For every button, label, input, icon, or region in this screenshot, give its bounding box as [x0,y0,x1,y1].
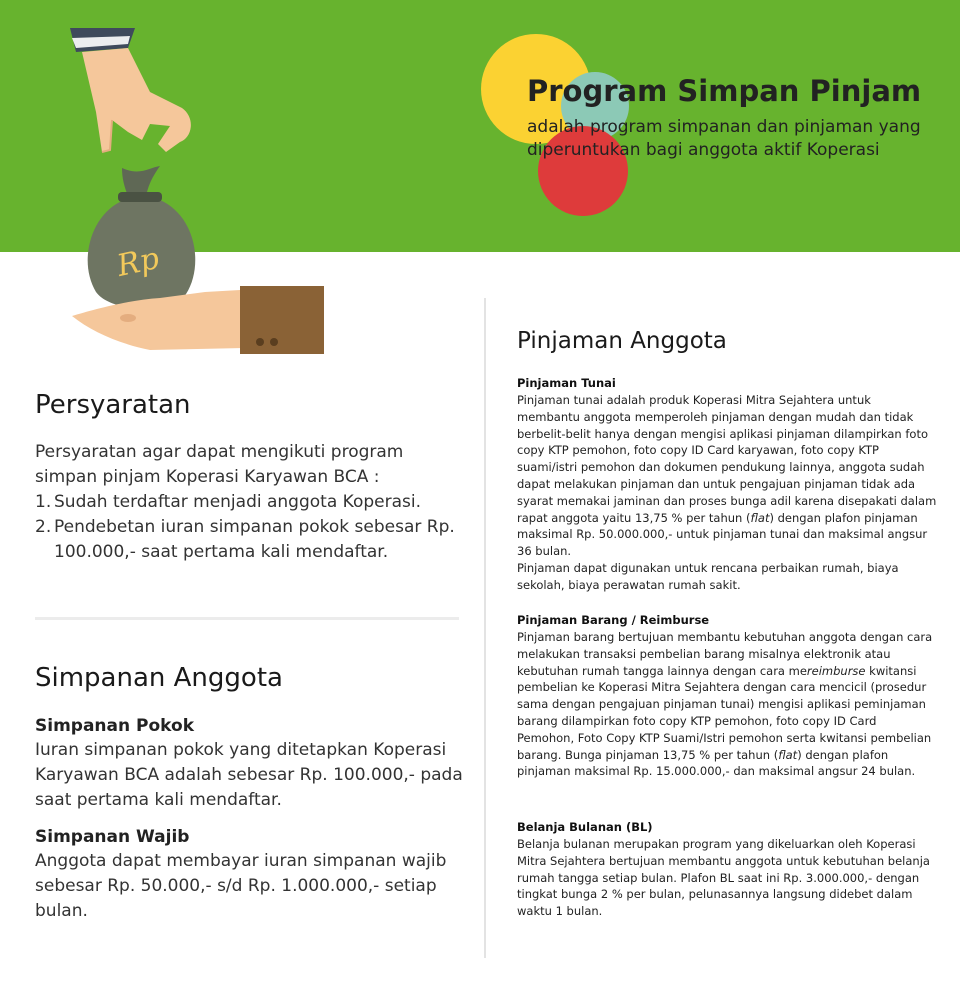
requirement-number: 2. [35,517,52,537]
persyaratan-heading: Persyaratan [35,390,191,420]
sleeve-bottom [240,286,324,354]
belanja-bulanan-section [517,819,937,920]
section-divider [35,617,459,620]
pinjaman-tunai-text-part: ) dengan plafon pinjaman maksimal Rp. 50.000.000,- untuk pinjaman tunai dan maksimal angsur 36 bulan. [517,510,928,559]
simpanan-wajib-title: Simpanan Wajib [35,827,190,847]
money-handover-illustration [0,0,340,360]
pinjaman-barang-text-part: kwitansi pembelian ke Koperasi Mitra Sejahtera dengan cara mencicil (prosedur sama dengan pengajuan pinjaman tunai) mengisi aplikasi peminjaman barang dilampirkan foto copy KTP pemohon, foto copy ID Card Pemohon, Foto Copy KTP Suami/Istri pemohon serta kwitansi pembelian barang. Bunga pinjaman 13,75 % per tahun ( [517,663,932,762]
persyaratan-intro: Persyaratan agar dapat mengikuti program simpan pinjam Koperasi Karyawan BCA : [35,442,404,487]
belanja-bulanan-text: Belanja bulanan merupakan program yang dikeluarkan oleh Koperasi Mitra Sejahtera bertujuan membantu anggota untuk kebutuhan belanja rumah tangga setiap bulan. Plafon BL saat ini Rp. 3.000.000,- dengan tingkat bunga 2 % per bulan, pelunasannya langsung didebet dalam waktu 1 bulan. [517,837,930,919]
requirement-item [35,490,465,515]
pinjaman-barang-reimburse: reimburse [806,663,866,678]
simpanan-pokok-section [35,714,465,813]
rupiah-label: Rp [114,241,163,284]
simpanan-pokok-title: Simpanan Pokok [35,716,194,736]
simpanan-heading: Simpanan Anggota [35,663,283,693]
requirement-text: Pendebetan iuran simpanan pokok sebesar Rp. 100.000,- saat pertama kali mendaftar. [54,517,455,562]
hand-bottom-icon [72,290,244,350]
pinjaman-tunai-flat: flat [750,510,770,525]
pinjaman-barang-title: Pinjaman Barang / Reimburse [517,613,710,627]
belanja-bulanan-title: Belanja Bulanan (BL) [517,820,653,834]
pinjaman-tunai-text-part: Pinjaman tunai adalah produk Koperasi Mitra Sejahtera untuk membantu anggota memperoleh pinjaman dengan mudah dan tidak berbelit-belit hanya dengan mengisi aplikasi pinjaman dilampirkan foto copy KTP pemohon, foto copy ID Card karyawan, foto copy KTP suami/istri pemohon dan dokumen pendukung lainnya, anggota sudah dapat melakukan pinjaman dan untuk pengajuan pinjaman tidak ada syarat memakai jaminan dan proses bunga adil karena disepakati dalam rapat anggota yaitu 13,75 % per tahun ( [517,393,937,525]
hand-top-icon [82,48,191,152]
pinjaman-barang-text-part: Pinjaman barang bertujuan membantu kebutuhan anggota dengan cara melakukan transaksi pembelian barang misalnya elektronik atau kebutuhan rumah tangga lainnya dengan cara me [517,630,933,678]
pinjaman-barang-section [517,612,937,780]
column-divider [484,298,486,958]
pinjaman-barang-text [517,629,937,780]
pinjaman-tunai-title: Pinjaman Tunai [517,376,616,390]
requirements-list [35,490,465,565]
page-title: Program Simpan Pinjam [527,74,922,108]
persyaratan-body [35,440,465,565]
simpanan-wajib-text: Anggota dapat membayar iuran simpanan wajib sebesar Rp. 50.000,- s/d Rp. 1.000.000,- setiap bulan. [35,851,447,921]
pinjaman-heading: Pinjaman Anggota [517,328,727,354]
pinjaman-tunai-usage: Pinjaman dapat digunakan untuk rencana perbaikan rumah, biaya sekolah, biaya perawatan rumah sakit. [517,560,899,592]
page-subtitle: adalah program simpanan dan pinjaman yang diperuntukan bagi anggota aktif Koperasi [527,117,921,160]
requirement-number: 1. [35,492,52,512]
pinjaman-tunai-text [517,392,937,560]
requirement-text: Sudah terdaftar menjadi anggota Koperasi. [54,492,421,512]
pinjaman-barang-flat: flat [778,747,798,762]
pinjaman-tunai-section [517,375,937,594]
requirement-item [35,515,465,565]
simpanan-wajib-section [35,825,465,924]
simpanan-pokok-text: Iuran simpanan pokok yang ditetapkan Koperasi Karyawan BCA adalah sebesar Rp. 100.000,- pada saat pertama kali mendaftar. [35,740,463,810]
pinjaman-barang-text-part: ) dengan plafon pinjaman maksimal Rp. 15.000.000,- dan maksimal angsur 24 bulan. [517,747,916,779]
money-bag-icon [88,166,196,309]
